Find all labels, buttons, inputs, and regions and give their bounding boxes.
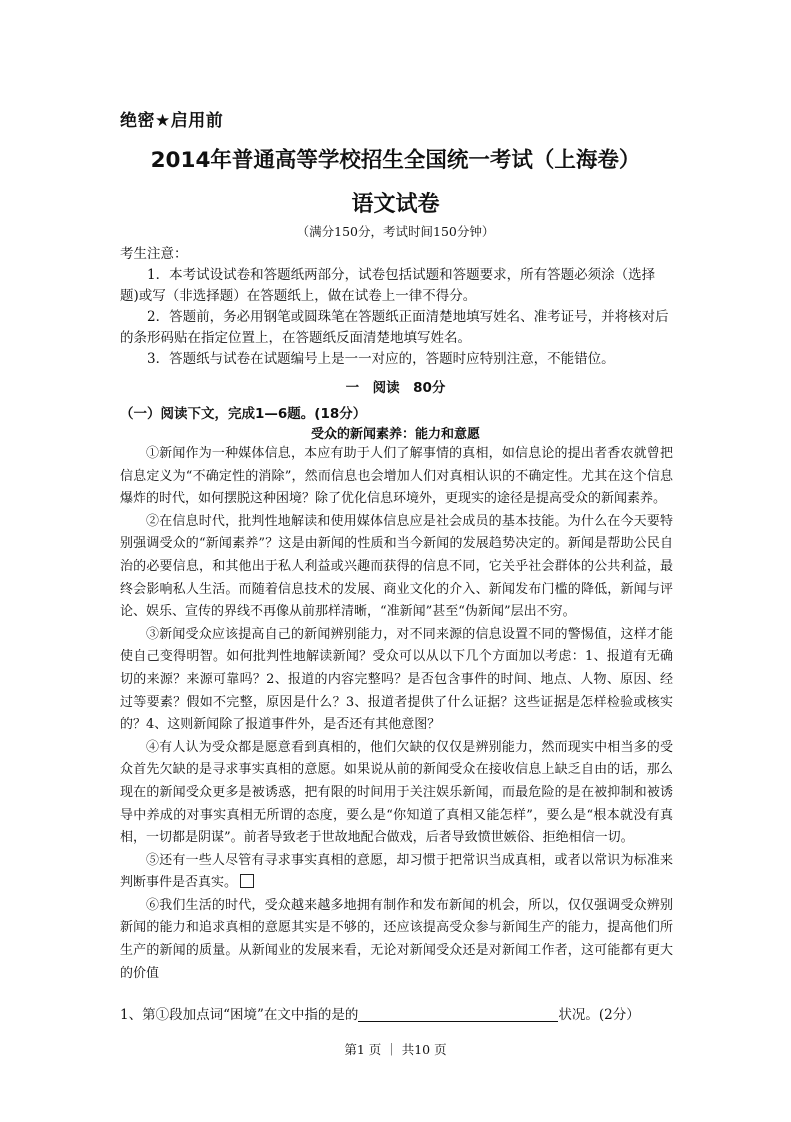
question-1 <box>120 1003 680 1023</box>
checkbox-icon <box>240 874 254 888</box>
notes-heading: 考生注意： <box>120 246 188 262</box>
candidate-notes <box>120 244 673 370</box>
section-heading: 一 阅读 80分 <box>345 380 446 396</box>
article-title: 受众的新闻素养：能力和意愿 <box>310 427 480 442</box>
article-paragraph-1: ①新闻作为一种媒体信息，本应有助于人们了解事情的真相，如信息论的提出者香农就曾把信息定义为“不确定性的消除”，然而信息也会增加人们对真相认识的不确定性。尤其在这个信息爆炸的时代，如何摆脱这种困境？除了优化信息环境外，更现实的途径是提高受众的新闻素养。 <box>120 446 673 507</box>
score-time-note: （满分150分，考试时间150分钟） <box>296 224 495 239</box>
page-footer: 第1 页 ｜ 共10 页 <box>344 1042 447 1057</box>
note-item-1: 1．本考试设试卷和答题纸两部分，试卷包括试题和答题要求，所有答题必须涂（选择题)或写（非选择题）在答题纸上，做在试卷上一律不得分。 <box>120 267 656 304</box>
article-paragraph-4: ④有人认为受众都是愿意看到真相的，他们欠缺的仅仅是辨别能力，然而现实中相当多的受众首先欠缺的是寻求事实真相的意愿。如果说从前的新闻受众在接收信息上缺乏自由的话，那么现在的新闻受众更多是被诱惑，把有限的时间用于关注娱乐新闻，而最危险的是在被抑制和被诱导中养成的对事实真相无所谓的态度，要么是“你知道了真相又能怎样”，要么是“根本就没有真相，一切都是阴谋”。前者导致老于世故地配合做戏，后者导致愤世嫉俗、拒绝相信一切。 <box>120 739 673 846</box>
article-paragraph-3: ③新闻受众应该提高自己的新闻辨别能力，对不同来源的信息设置不同的警惕值，这样才能使自己变得明智。如何批判性地解读新闻？受众可以从以下几个方面加以考虑：1、报道有无确切的来源？来源可靠吗？2、报道的内容完整吗？是否包含事件的时间、地点、人物、原因、经过等要素？假如不完整，原因是什么？3、报道者提供了什么证据？这些证据是怎样检验或核实的？4、这则新闻除了报道事件外，是否还有其他意图？ <box>120 626 673 733</box>
article-body <box>120 443 673 985</box>
note-item-3: 3．答题纸与试卷在试题编号上是一一对应的，答题时应特别注意，不能错位。 <box>147 351 615 367</box>
answer-blank <box>358 1007 558 1022</box>
confidential-mark: 绝密★启用前 <box>120 111 224 131</box>
exam-title: 2014年普通高等学校招生全国统一考试（上海卷） <box>150 148 641 173</box>
exam-subtitle: 语文试卷 <box>351 192 440 217</box>
question-1-prompt: 1、第①段加点词“困境”在文中指的是的 <box>120 1007 359 1023</box>
article-paragraph-5 <box>120 850 673 895</box>
article-paragraph-5-text: ⑤还有一些人尽管有寻求事实真相的意愿，却习惯于把常识当成真相，或者以常识为标准来判断事件是否真实。 <box>120 852 673 891</box>
note-item-2: 2．答题前，务必用钢笔或圆珠笔在答题纸正面清楚地填写姓名、准考证号，并将核对后的条形码贴在指定位置上，在答题纸反面清楚地填写姓名。 <box>120 309 669 346</box>
question-1-suffix: 状况。(2分） <box>558 1007 640 1023</box>
article-paragraph-6: ⑥我们生活的时代，受众越来越多地拥有制作和发布新闻的机会，所以，仅仅强调受众辨别新闻的能力和追求真相的意愿其实是不够的，还应该提高受众参与新闻生产的能力，提高他们所生产的新闻的质量。从新闻业的发展来看，无论对新闻受众还是对新闻工作者，这可能都有更大的价值 <box>120 897 673 981</box>
article-paragraph-2: ②在信息时代，批判性地解读和使用媒体信息应是社会成员的基本技能。为什么在今天要特别强调受众的“新闻素养”？这是由新闻的性质和当今新闻的发展趋势决定的。新闻是帮助公民自治的必要信息，和其他出于私人利益或兴趣而获得的信息不同，它关乎社会群体的公共利益，最终会影响私人生活。而随着信息技术的发展、商业文化的介入、新闻发布门槛的降低，新闻与评论、娱乐、宣传的界线不再像从前那样清晰，“准新闻”甚至“伪新闻”层出不穷。 <box>120 513 673 620</box>
part-heading: （一）阅读下文，完成1—6题。(18分） <box>120 406 367 422</box>
